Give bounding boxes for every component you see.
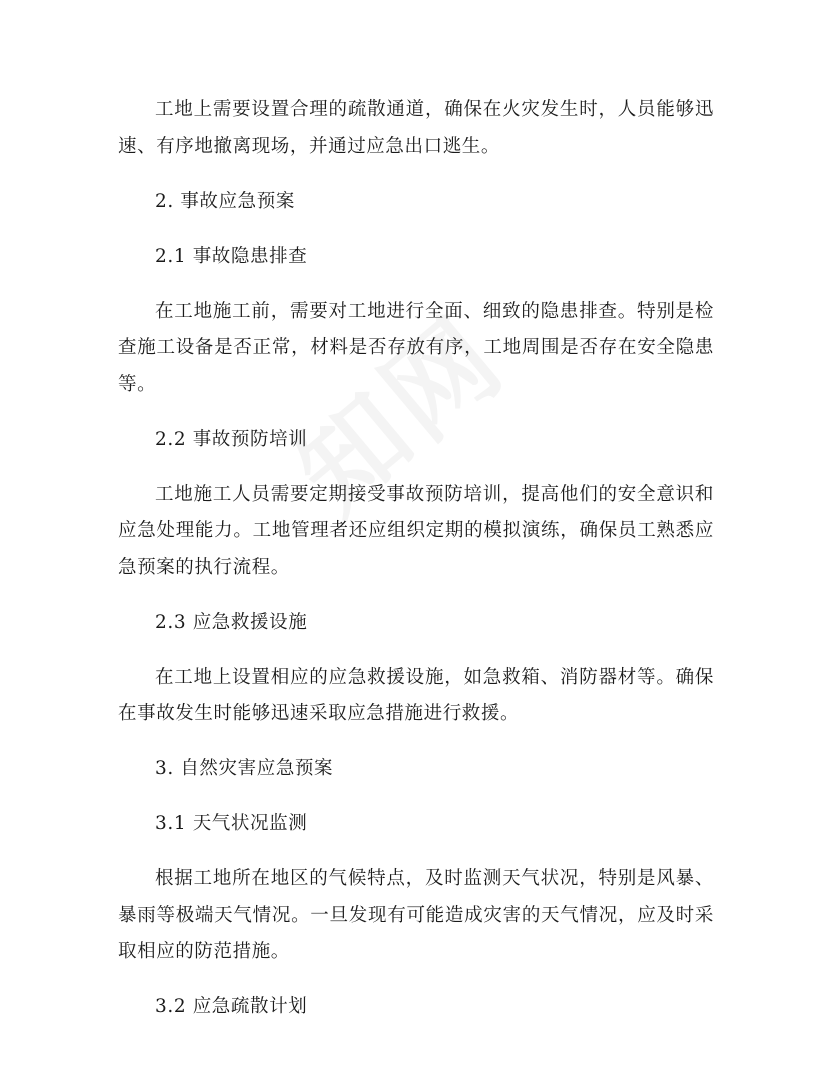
subsection-heading-evacuation-plan: 3.2 应急疏散计划 xyxy=(155,996,308,1017)
section-heading-natural-disaster-plan: 3. 自然灾害应急预案 xyxy=(155,758,334,779)
subsection-heading-hazard-check: 2.1 事故隐患排查 xyxy=(155,245,308,267)
paragraph-weather-monitoring: 根据工地所在地区的气候特点，及时监测天气状况，特别是风暴、暴雨等极端天气情况。一旦发现有可能造成灾害的天气情况，应及时采取相应的防范措施。 xyxy=(118,868,714,962)
subsection-heading-rescue-facilities: 2.3 应急救援设施 xyxy=(155,611,308,633)
paragraph-hazard-check: 在工地施工前，需要对工地进行全面、细致的隐患排查。特别是检查施工设备是否正常，材料是否存放有序，工地周围是否存在安全隐患等。 xyxy=(118,300,714,395)
subsection-heading-prevention-training: 2.2 事故预防培训 xyxy=(155,428,308,450)
section-heading-accident-plan: 2. 事故应急预案 xyxy=(155,190,295,212)
subsection-heading-weather-monitoring: 3.1 天气状况监测 xyxy=(155,813,308,834)
paragraph-evacuation-route: 工地上需要设置合理的疏散通道，确保在火灾发生时，人员能够迅速、有序地撤离现场，并通过应急出口逃生。 xyxy=(118,99,714,157)
paragraph-prevention-training: 工地施工人员需要定期接受事故预防培训，提高他们的安全意识和应急处理能力。工地管理者还应组织定期的模拟演练，确保员工熟悉应急预案的执行流程。 xyxy=(118,483,714,578)
paragraph-rescue-facilities: 在工地上设置相应的应急救援设施，如急救箱、消防器材等。确保在事故发生时能够迅速采取应急措施进行救援。 xyxy=(118,666,714,724)
document-body xyxy=(118,92,714,1044)
